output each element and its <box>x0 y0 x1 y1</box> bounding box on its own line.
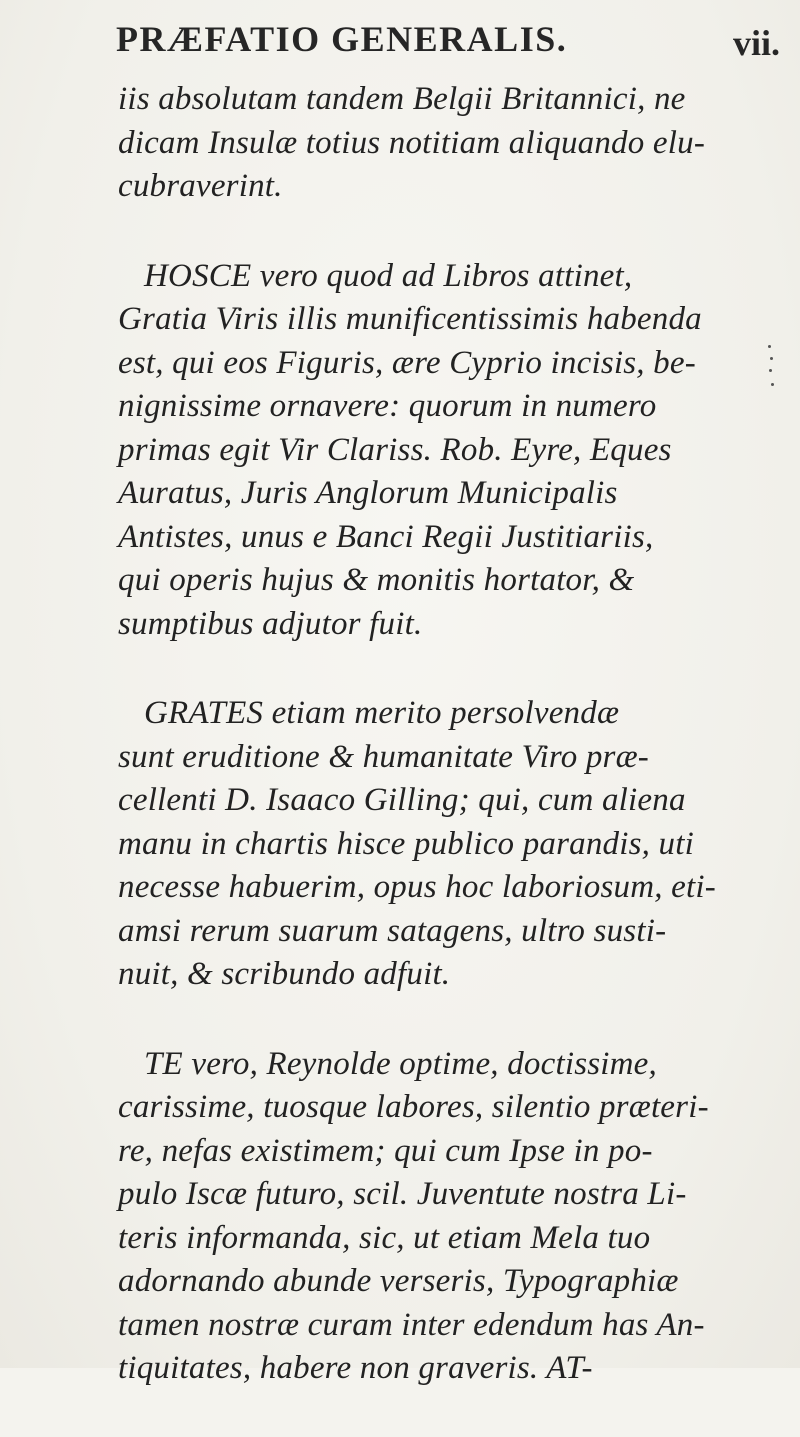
body-text <box>118 78 758 1437</box>
text-line: est, qui eos Figuris, ære Cyprio incisis, be- <box>118 344 696 381</box>
text-line: Antistes, unus e Banci Regii Justitiariis, <box>118 518 654 555</box>
text-line: primas egit Vir Clariss. Rob. Eyre, Eques <box>118 431 672 468</box>
page-header <box>110 18 790 78</box>
text-line: pulo Iscæ futuro, scil. Juventute nostra Li- <box>118 1176 687 1212</box>
text-line: cubraverint. <box>118 168 283 204</box>
text-line: cellenti D. Isaaco Gilling; qui, cum aliena <box>118 782 686 818</box>
text-line: adornando abunde verseris, Typographiæ <box>118 1263 679 1299</box>
paragraph-4 <box>118 1043 758 1391</box>
paragraph-1 <box>118 78 758 209</box>
ink-speck <box>770 357 773 360</box>
text-line: Gratia Viris illis munificentissimis habenda <box>118 301 702 337</box>
paragraph-2 <box>118 255 758 647</box>
page-number: vii. <box>732 23 780 63</box>
text-line: sunt eruditione & humanitate Viro præ- <box>118 738 649 775</box>
text-line: HOSCE vero quod ad Libros attinet, <box>144 257 633 294</box>
text-line: iis absolutam tandem Belgii Britannici, ne <box>118 81 686 117</box>
text-line: carissime, tuosque labores, silentio præteri- <box>118 1089 709 1125</box>
ink-speck <box>769 369 772 372</box>
text-line: qui operis hujus & monitis hortator, & <box>118 562 635 598</box>
text-line: dicam Insulæ totius notitiam aliquando elu- <box>118 124 706 161</box>
text-line: teris informanda, sic, ut etiam Mela tuo <box>118 1219 651 1256</box>
running-title: PRÆFATIO GENERALIS. <box>116 19 568 59</box>
text-line: tamen nostræ curam inter edendum has An- <box>118 1306 705 1343</box>
text-line: necesse habuerim, opus hoc laboriosum, eti- <box>118 869 716 905</box>
paragraph-3 <box>118 692 758 997</box>
text-line: re, nefas existimem; qui cum Ipse in po- <box>118 1132 653 1169</box>
text-line: Auratus, Juris Anglorum Municipalis <box>118 475 618 511</box>
text-line: TE vero, Reynolde optime, doctissime, <box>144 1045 657 1082</box>
text-line: sumptibus adjutor fuit. <box>118 605 423 642</box>
margin-specks <box>764 345 778 425</box>
text-line: tiquitates, habere non graveris. AT- <box>118 1350 593 1386</box>
text-line: nignissime ornavere: quorum in numero <box>118 388 657 424</box>
ink-speck <box>771 383 774 386</box>
text-line: manu in chartis hisce publico parandis, uti <box>118 825 694 862</box>
text-line: GRATES etiam merito persolvendæ <box>144 695 620 731</box>
text-line: nuit, & scribundo adfuit. <box>118 956 451 992</box>
ink-speck <box>768 345 771 348</box>
text-line: amsi rerum suarum satagens, ultro susti- <box>118 912 667 949</box>
